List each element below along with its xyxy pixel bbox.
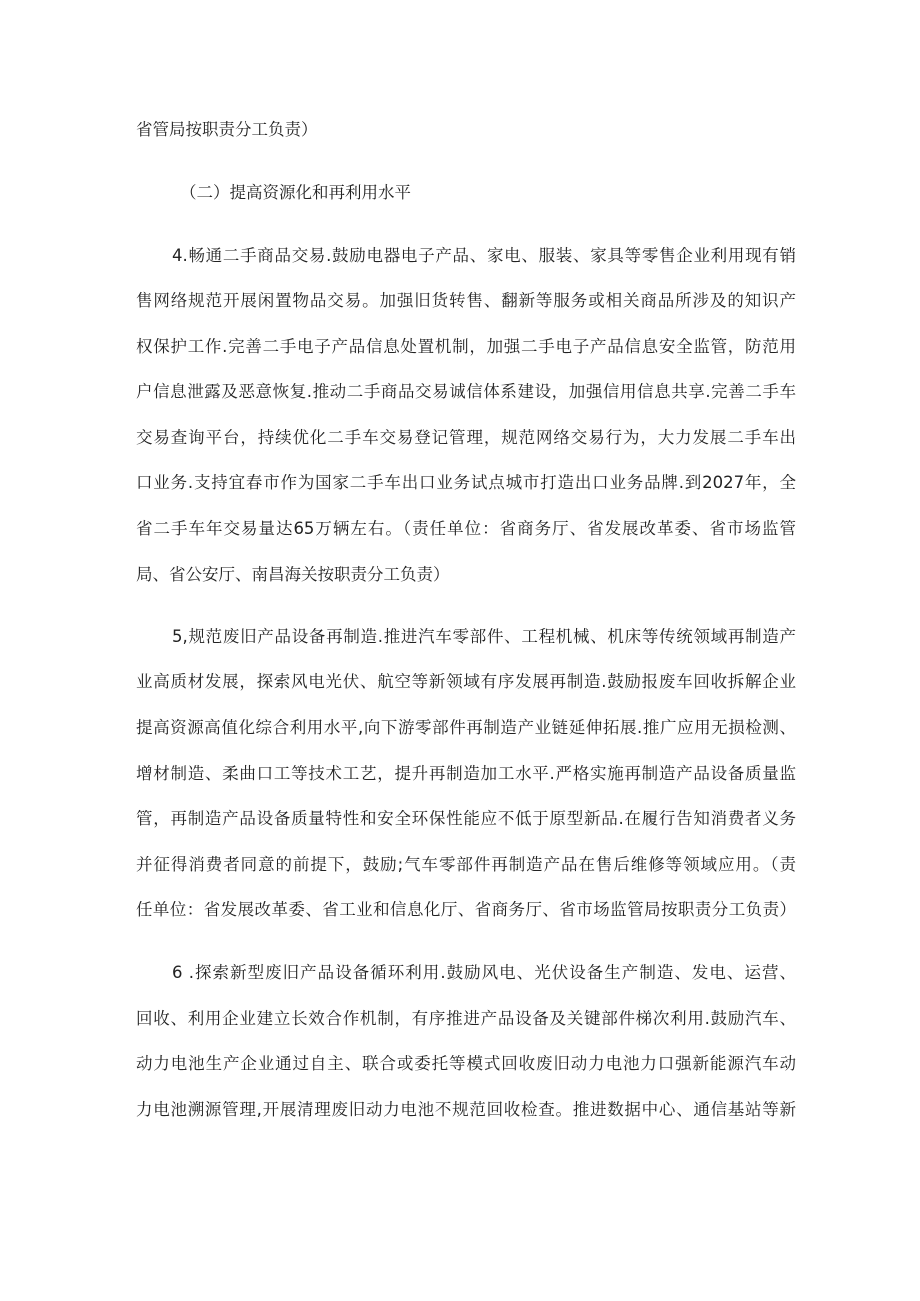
section-heading: （二）提高资源化和再利用水平	[180, 183, 411, 202]
paragraph-line: 5,规范废旧产品设备再制造.推进汽车零部件、工程机械、机床等传统领域再制造产	[172, 627, 796, 646]
continuation-line: 省管局按职责分工负责）	[136, 120, 318, 139]
paragraph-line: 4.畅通二手商品交易.鼓励电器电子产品、家电、服装、家具等零售企业利用现有销	[172, 246, 796, 265]
paragraph-line: 户信息泄露及恶意恢复.推动二手商品交易诚信体系建设，加强信用信息共享.完善二手车	[136, 382, 796, 401]
paragraph-line: 并征得消费者同意的前提下，鼓励;气车零部件再制造产品在售后维修等领域应用。（责	[136, 855, 796, 874]
paragraph-line: 交易查询平台，持续优化二手车交易登记管理，规范网络交易行为，大力发展二手车出	[136, 428, 796, 447]
paragraph-line: 局、省公安厅、南昌海关按职责分工负责）	[136, 565, 450, 584]
paragraph-line: 动力电池生产企业通过自主、联合或委托等模式回收废旧动力电池力口强新能源汽车动	[136, 1054, 796, 1073]
paragraph-line: 权保护工作.完善二手电子产品信息处置机制，加强二手电子产品信息安全监管，防范用	[136, 337, 796, 356]
paragraph-line: 增材制造、柔曲口工等技术工艺，提升再制造加工水平.严格实施再制造产品设备质量监	[136, 764, 796, 783]
paragraph-line: 提高资源高值化综合利用水平,向下游零部件再制造产业链延伸拓展.推广应用无损检测、	[136, 718, 796, 737]
paragraph-line: 回收、利用企业建立长效合作机制，有序推进产品设备及关键部件梯次利用.鼓励汽车、	[136, 1009, 796, 1028]
paragraph-line: 力电池溯源管理,开展清理废旧动力电池不规范回收检查。推进数据中心、通信基站等新	[136, 1100, 796, 1119]
paragraph-line: 业高质材发展，探索风电光伏、航空等新领域有序发展再制造.鼓励报废车回收拆解企业	[136, 672, 796, 691]
paragraph-line: 任单位：省发展改革委、省工业和信息化厅、省商务厅、省市场监管局按职责分工负责）	[136, 900, 796, 919]
paragraph-line: 售网络规范开展闲置物品交易。加强旧货转售、翻新等服务或相关商品所涉及的知识产	[136, 291, 796, 310]
paragraph-line: 省二手车年交易量达65万辆左右。（责任单位：省商务厅、省发展改革委、省市场监管	[136, 519, 796, 538]
paragraph-line: 口业务.支持宜春市作为国家二手车出口业务试点城市打造出口业务品牌.到2027年，全	[136, 473, 796, 492]
paragraph-line: 管，再制造产品设备质量特性和安全环保性能应不低于原型新品.在履行告知消费者义务	[136, 809, 796, 828]
paragraph-line: 6 .探索新型废旧产品设备循环利用.鼓励风电、光伏设备生产制造、发电、运营、	[172, 963, 796, 982]
